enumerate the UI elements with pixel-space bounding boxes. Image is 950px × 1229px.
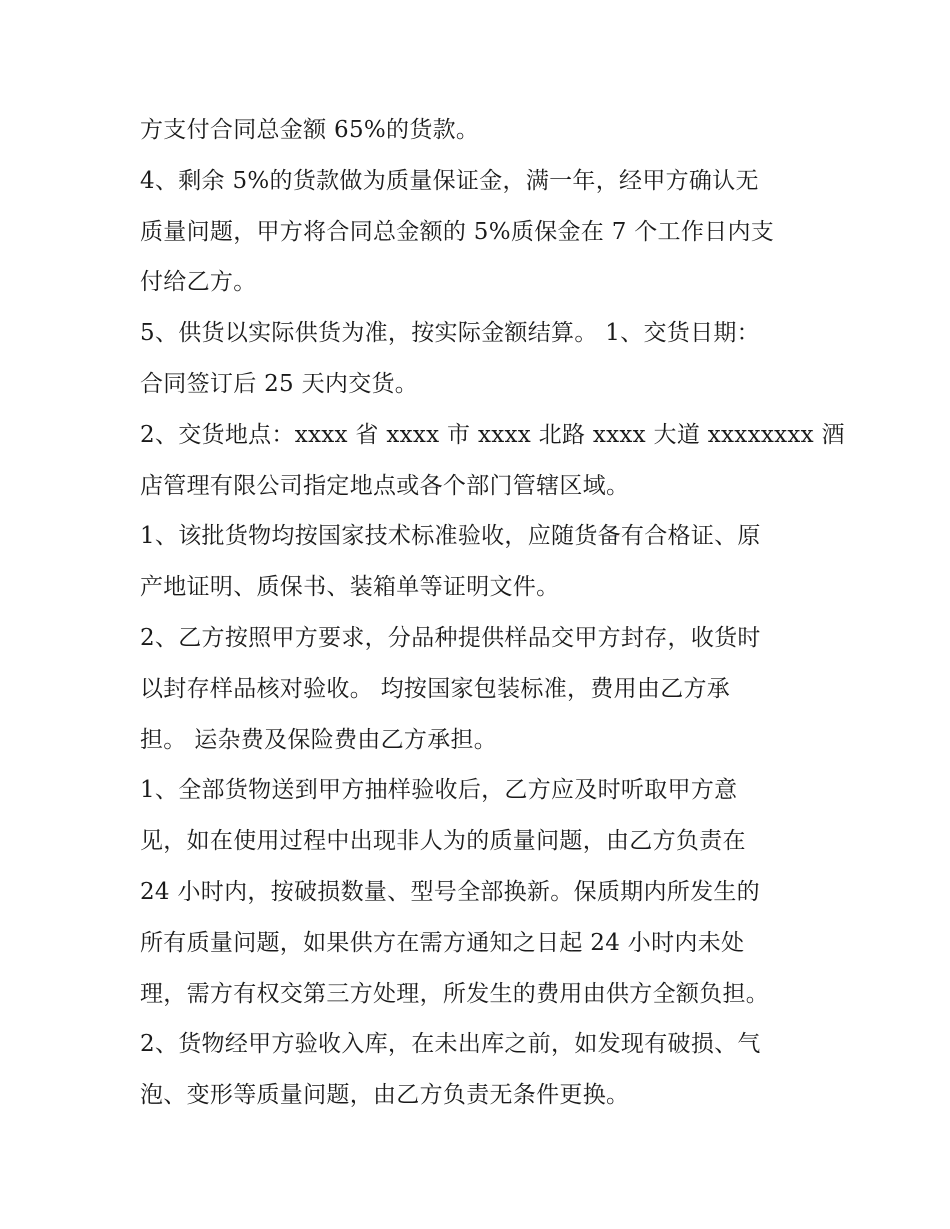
text-line: 2、货物经甲方验收入库，在未出库之前，如发现有破损、气 [140,1031,761,1058]
text-line: 理，需方有权交第三方处理，所发生的费用由供方全额负担。 [140,980,770,1007]
text-line: 产地证明、质保书、装箱单等证明文件。 [140,574,560,601]
text-line: 付给乙方。 [140,269,257,296]
document-body [140,105,845,1121]
text-line: 2、乙方按照甲方要求，分品种提供样品交甲方封存，收货时 [140,624,761,651]
text-line: 泡、变形等质量问题，由乙方负责无条件更换。 [140,1082,630,1109]
text-line: 所有质量问题，如果供方在需方通知之日起 24 小时内未处 [140,929,745,956]
text-line: 24 小时内，按破损数量、型号全部换新。保质期内所发生的 [140,878,760,905]
text-line: 店管理有限公司指定地点或各个部门管辖区域。 [140,472,630,499]
text-line: 合同签订后 25 天内交货。 [140,370,419,397]
text-line: 4、剩余 5%的货款做为质量保证金，满一年，经甲方确认无 [140,167,759,194]
text-line: 1、全部货物送到甲方抽样验收后，乙方应及时听取甲方意 [140,777,738,804]
text-line: 见，如在使用过程中出现非人为的质量问题，由乙方负责在 [140,828,746,855]
text-line: 质量问题，甲方将合同总金额的 5%质保金在 7 个工作日内支 [140,218,775,245]
text-line: 1、该批货物均按国家技术标准验收，应随货备有合格证、原 [140,523,761,550]
text-line: 以封存样品核对验收。 均按国家包装标准，费用由乙方承 [140,675,731,702]
text-line: 担。 运杂费及保险费由乙方承担。 [140,726,498,753]
text-line: 方支付合同总金额 65%的货款。 [140,117,480,143]
text-line: 5、供货以实际供货为准，按实际金额结算。 1、交货日期： [140,320,760,347]
text-line: 2、交货地点：xxxx 省 xxxx 市 xxxx 北路 xxxx 大道 xxxxxxxx 酒 [140,421,845,448]
